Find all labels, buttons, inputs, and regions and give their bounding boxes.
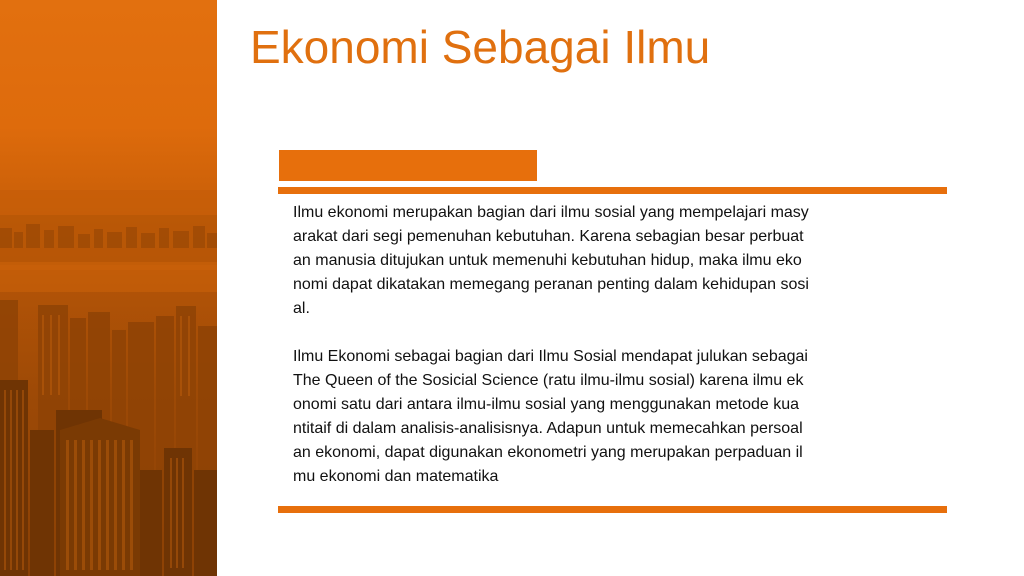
text-line: Ilmu ekonomi merupakan bagian dari ilmu sosial yang mempelajari masy [293,204,809,221]
cityscape-illustration [0,0,217,576]
top-divider [278,187,947,194]
text-line: ntitaif di dalam analisis-analisisnya. Adapun untuk memecahkan persoal [293,420,803,437]
paragraph-1 [293,201,943,321]
text-line: an ekonomi, dapat digunakan ekonometri yang merupakan perpaduan il [293,444,803,461]
text-line: Ilmu Ekonomi sebagai bagian dari Ilmu Sosial mendapat julukan sebagai [293,348,808,365]
text-line: onomi satu dari antara ilmu-ilmu sosial yang menggunakan metode kua [293,396,800,413]
cityscape-photo-panel [0,0,217,576]
text-line: nomi dapat dikatakan memegang peranan penting dalam kehidupan sosi [293,276,809,293]
text-line: arakat dari segi pemenuhan kebutuhan. Karena sebagian besar perbuat [293,228,804,245]
slide-title: Ekonomi Sebagai Ilmu [250,21,711,73]
accent-block [279,150,537,181]
text-line: al. [293,300,310,317]
paragraph-2 [293,345,943,489]
text-line: an manusia ditujukan untuk memenuhi kebutuhan hidup, maka ilmu eko [293,252,802,269]
text-line: mu ekonomi dan matematika [293,468,499,485]
bottom-divider [278,506,947,513]
text-line: The Queen of the Sosicial Science (ratu ilmu-ilmu sosial) karena ilmu ek [293,372,804,389]
body-text [293,201,943,489]
